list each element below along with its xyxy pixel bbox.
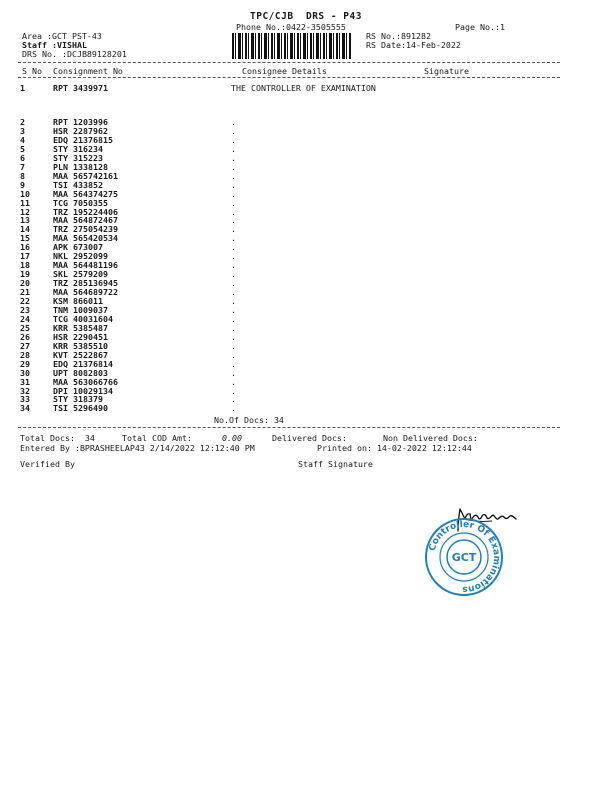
staff-signature-label: Staff Signature (298, 459, 373, 469)
row-marker: . (231, 340, 236, 351)
row-marker: . (231, 403, 236, 414)
row-sno: 16 (20, 242, 30, 253)
row-marker: . (231, 313, 236, 324)
row-consignment: KRR 5385487 (53, 322, 108, 333)
svg-text:GCT: GCT (451, 551, 477, 564)
total-docs: Total Docs: 34 (20, 433, 95, 443)
row-marker: . (231, 349, 236, 360)
area-label: Area :GCT PST-43 (22, 31, 102, 41)
row-sno: 20 (20, 278, 30, 289)
row-marker: . (231, 278, 236, 289)
phone-number: Phone No.:0422-3505555 (236, 22, 346, 32)
rs-number: RS No.:891282 (366, 31, 431, 41)
total-cod-value: 0.00 (222, 433, 242, 443)
row-marker: . (231, 179, 236, 190)
row-marker: . (231, 206, 236, 217)
controller-seal-stamp (424, 517, 504, 597)
delivered-docs: Delivered Docs: (272, 433, 347, 443)
row-consignment: STY 318379 (53, 394, 103, 405)
row-consignment: KSM 866011 (53, 296, 103, 306)
row-consignee: THE CONTROLLER OF EXAMINATION (231, 83, 376, 93)
row-sno: 32 (20, 385, 30, 396)
row-consignment: EDQ 21376814 (53, 358, 113, 369)
svg-text:Controller Of Examinations: Controller Of Examinations (427, 519, 502, 595)
row-sno: 11 (20, 197, 30, 208)
row-marker: . (231, 224, 236, 235)
row-consignment: DPI 10029134 (53, 385, 113, 396)
row-marker: . (231, 242, 236, 253)
row-sno: 26 (20, 331, 30, 342)
staff-label: Staff :VISHAL (22, 40, 87, 50)
row-sno: 12 (20, 206, 30, 217)
row-marker: . (231, 161, 236, 172)
row-marker: . (231, 358, 236, 369)
row-marker: . (231, 215, 236, 226)
row-sno: 5 (20, 143, 25, 154)
row-marker: . (231, 197, 236, 208)
verified-by: Verified By (20, 459, 75, 469)
row-consignment: TRZ 195224406 (53, 206, 118, 217)
row-sno: 31 (20, 376, 30, 387)
row-consignment: MAA 563066766 (53, 376, 118, 387)
row-consignment: KVT 2522867 (53, 349, 108, 360)
document-title: TPC/CJB DRS - P43 (250, 11, 362, 22)
divider (18, 427, 560, 428)
row-marker: . (231, 367, 236, 378)
row-marker: . (231, 126, 236, 136)
column-header-consignment: Consignment No (53, 66, 123, 76)
row-sno: 14 (20, 224, 30, 235)
row-marker: . (231, 260, 236, 271)
row-sno: 24 (20, 313, 30, 324)
row-sno: 17 (20, 251, 30, 262)
row-marker: . (231, 394, 236, 405)
row-sno: 2 (20, 117, 25, 127)
row-consignment: MAA 564374275 (53, 188, 118, 199)
row-sno: 7 (20, 161, 25, 172)
row-sno: 1 (20, 83, 25, 93)
row-sno: 22 (20, 296, 30, 306)
rs-date: RS Date:14-Feb-2022 (366, 40, 461, 50)
row-consignment: MAA 565742161 (53, 170, 118, 181)
drs-number: DRS No. :DCJB89128201 (22, 49, 127, 59)
row-sno: 9 (20, 179, 25, 190)
total-cod-label: Total COD Amt: (122, 433, 192, 443)
row-sno: 10 (20, 188, 30, 199)
row-marker: . (231, 152, 236, 163)
entered-by: Entered By :BPRASHEELAP43 2/14/2022 12:12:40 PM (20, 443, 255, 453)
row-marker: . (231, 134, 236, 145)
row-consignment: PLN 1338128 (53, 161, 108, 172)
column-header-consignee: Consignee Details (242, 66, 327, 76)
row-consignment: KRR 5385510 (53, 340, 108, 351)
row-marker: . (231, 322, 236, 333)
row-marker: . (231, 287, 236, 297)
row-marker: . (231, 188, 236, 199)
row-sno: 27 (20, 340, 30, 351)
row-marker: . (231, 304, 236, 315)
row-consignment: TSI 433852 (53, 179, 103, 190)
non-delivered-docs: Non Delivered Docs: (383, 433, 478, 443)
row-consignment: TCG 7050355 (53, 197, 108, 208)
row-marker: . (231, 233, 236, 244)
row-sno: 23 (20, 304, 30, 315)
row-consignment: MAA 564689722 (53, 287, 118, 297)
row-marker: . (231, 331, 236, 342)
row-consignment: HSR 2290451 (53, 331, 108, 342)
row-sno: 29 (20, 358, 30, 369)
row-consignment: MAA 565420534 (53, 233, 118, 244)
row-marker: . (231, 376, 236, 387)
row-consignment: NKL 2952099 (53, 251, 108, 262)
column-header-sno: S No (22, 66, 42, 76)
row-consignment: SKL 2579209 (53, 269, 108, 280)
row-sno: 15 (20, 233, 30, 244)
row-sno: 28 (20, 349, 30, 360)
row-consignment: HSR 2287962 (53, 126, 108, 136)
row-sno: 33 (20, 394, 30, 405)
row-marker: . (231, 170, 236, 181)
no-of-docs: No.Of Docs: 34 (214, 415, 284, 425)
row-sno: 8 (20, 170, 25, 181)
page-number: Page No.:1 (455, 22, 505, 32)
row-marker: . (231, 143, 236, 154)
row-sno: 30 (20, 367, 30, 378)
row-consignment: UPT 8082803 (53, 367, 108, 378)
row-consignment: EDQ 21376815 (53, 134, 113, 145)
row-sno: 3 (20, 126, 25, 136)
printed-on: Printed on: 14-02-2022 12:12:44 (317, 443, 472, 453)
row-consignment: TSI 5296490 (53, 403, 108, 414)
row-consignment: RPT 3439971 (53, 83, 108, 93)
row-sno: 4 (20, 134, 25, 145)
row-sno: 25 (20, 322, 30, 333)
row-sno: 21 (20, 287, 30, 297)
row-sno: 18 (20, 260, 30, 271)
column-header-signature: Signature (424, 66, 469, 76)
row-consignment: STY 315223 (53, 152, 103, 163)
row-marker: . (231, 296, 236, 306)
row-marker: . (231, 117, 236, 127)
row-consignment: TRZ 285136945 (53, 278, 118, 289)
row-consignment: MAA 564872467 (53, 215, 118, 226)
row-sno: 19 (20, 269, 30, 280)
row-consignment: RPT 1203996 (53, 117, 108, 127)
row-consignment: TCG 40031604 (53, 313, 113, 324)
row-consignment: TNM 1009037 (53, 304, 108, 315)
row-consignment: TRZ 275054239 (53, 224, 118, 235)
row-sno: 34 (20, 403, 30, 414)
row-consignment: APK 673007 (53, 242, 103, 253)
row-sno: 6 (20, 152, 25, 163)
row-marker: . (231, 251, 236, 262)
row-sno: 13 (20, 215, 30, 226)
row-consignment: STY 316234 (53, 143, 103, 154)
row-marker: . (231, 385, 236, 396)
row-consignment: MAA 564481196 (53, 260, 118, 271)
row-marker: . (231, 269, 236, 280)
